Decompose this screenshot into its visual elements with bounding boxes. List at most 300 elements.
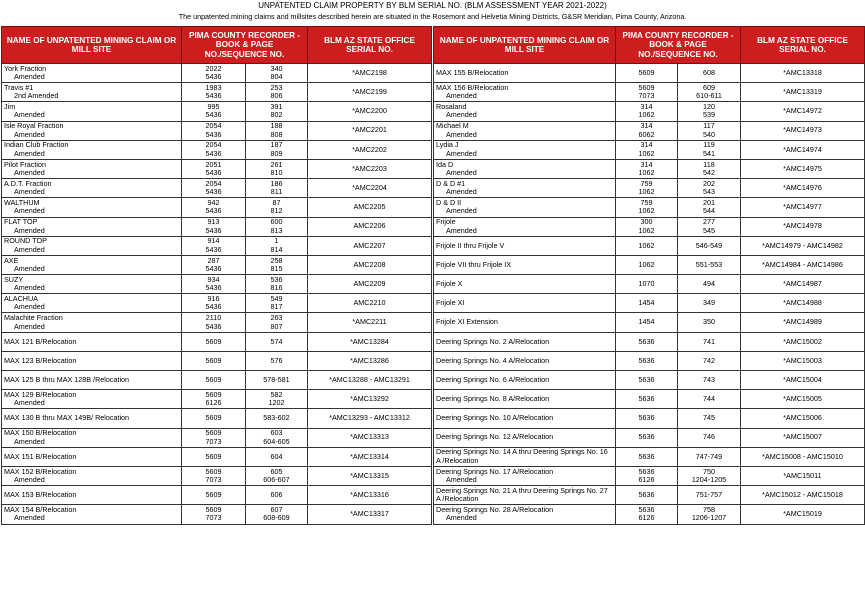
- page-cell: [678, 466, 741, 485]
- page-number: 583-602: [263, 413, 290, 423]
- claim-name: Deering Springs No. 8 A/Relocation: [436, 394, 550, 404]
- claim-amendment: Amended: [14, 168, 45, 178]
- claim-amendment: Amended: [14, 206, 45, 216]
- book-number: 7073: [205, 475, 222, 485]
- claim-name: SUZY: [4, 274, 24, 284]
- table-row: [2, 505, 432, 524]
- claim-name-cell: [2, 140, 182, 159]
- page-number: 391: [270, 102, 283, 112]
- claims-table-left: [1, 26, 432, 525]
- table-row: [2, 351, 432, 370]
- claim-name-cell: [2, 255, 182, 274]
- claim-name: Deering Springs No. 10 A/Relocation: [436, 413, 554, 423]
- blm-serial-cell: *AMC13313: [308, 428, 432, 447]
- blm-serial-cell: *AMC13284: [308, 332, 432, 351]
- blm-serial-cell: *AMC13293 - AMC13312: [308, 409, 432, 428]
- book-number: 300: [640, 217, 653, 227]
- book-number: 7073: [638, 91, 655, 101]
- table-row: [2, 83, 432, 102]
- claim-name: MAX 150 B/Relocation: [4, 428, 77, 438]
- book-cell: [616, 351, 678, 370]
- blm-serial-cell: *AMC13314: [308, 447, 432, 466]
- book-cell: [182, 486, 246, 505]
- blm-serial-cell: *AMC2201: [308, 121, 432, 140]
- book-number: 5436: [205, 129, 222, 139]
- claim-name-cell: [434, 371, 616, 390]
- book-cell: [616, 466, 678, 485]
- claim-name: Lydia J: [436, 140, 459, 150]
- claim-name-cell: [434, 294, 616, 313]
- claim-name-cell: [2, 83, 182, 102]
- claim-name-cell: [434, 351, 616, 370]
- page-number: 118: [703, 159, 715, 169]
- blm-serial-cell: AMC2208: [308, 255, 432, 274]
- book-number: 314: [640, 102, 653, 112]
- page-cell: [246, 294, 308, 313]
- table-row: [434, 64, 865, 83]
- table-row: [2, 332, 432, 351]
- claim-name-cell: [2, 102, 182, 121]
- page-cell: [246, 351, 308, 370]
- table-row: [2, 275, 432, 294]
- book-cell: [616, 217, 678, 236]
- book-cell: [182, 198, 246, 217]
- book-number: 1062: [638, 168, 655, 178]
- page-cell: [678, 64, 741, 83]
- page-cell: [246, 466, 308, 485]
- claim-name-cell: [2, 505, 182, 524]
- claim-name-cell: [434, 121, 616, 140]
- book-number: 6062: [638, 129, 655, 139]
- table-row: [2, 447, 432, 466]
- claim-amendment: Amended: [446, 110, 477, 120]
- page-number: 536: [270, 274, 283, 284]
- table-row: [2, 313, 432, 332]
- table-row: [434, 159, 865, 178]
- page-number: 582: [270, 389, 283, 399]
- document-subtitle: The unpatented mining claims and millsites described herein are situated in the Rosemont and Helvetia Mining Districts, G&SR Meridian, Pima County, Arizona.: [178, 12, 687, 21]
- book-cell: [182, 428, 246, 447]
- book-number: 2054: [205, 121, 222, 131]
- book-number: 5609: [638, 82, 655, 92]
- blm-serial-cell: *AMC15004: [741, 371, 865, 390]
- blm-serial-cell: AMC2205: [308, 198, 432, 217]
- blm-serial-cell: *AMC14976: [741, 179, 865, 198]
- book-cell: [182, 409, 246, 428]
- table-row: [434, 466, 865, 485]
- claim-name: Indian Club Fraction: [4, 140, 69, 150]
- claim-name: Pilot Fraction: [4, 159, 46, 169]
- table-row: [434, 102, 865, 121]
- book-cell: [182, 179, 246, 198]
- book-number: 5636: [638, 355, 655, 365]
- table-row: [434, 428, 865, 447]
- page-number: 1204-1205: [691, 475, 727, 485]
- claim-name: D & D II: [436, 198, 462, 207]
- header-book-page: PIMA COUNTY RECORDER - BOOK & PAGE NO./SEQUENCE NO.: [182, 27, 308, 64]
- book-number: 5436: [205, 91, 222, 101]
- book-number: 5609: [205, 428, 222, 438]
- page-cell: [678, 332, 741, 351]
- claim-name-cell: [2, 351, 182, 370]
- page-number: 186: [270, 178, 283, 188]
- claim-name-cell: [434, 409, 616, 428]
- page-number: 807: [270, 321, 283, 331]
- claim-name: York Fraction: [4, 63, 47, 73]
- book-cell: [182, 351, 246, 370]
- claim-name-cell: [2, 371, 182, 390]
- claim-amendment: Amended: [14, 187, 45, 197]
- page-cell: [678, 159, 741, 178]
- book-number: 5436: [205, 302, 222, 312]
- claim-amendment: Amended: [446, 513, 477, 523]
- claim-amendment: Amended: [446, 129, 477, 139]
- claim-name: Frijole X: [436, 278, 463, 288]
- blm-serial-cell: *AMC15003: [741, 351, 865, 370]
- page-number: 806: [270, 91, 283, 101]
- page-cell: [246, 198, 308, 217]
- book-number: 942: [207, 198, 220, 207]
- claim-name-cell: [2, 275, 182, 294]
- table-row: [2, 179, 432, 198]
- blm-serial-cell: *AMC15005: [741, 390, 865, 409]
- book-cell: [182, 466, 246, 485]
- claim-amendment: Amended: [446, 206, 477, 216]
- claim-name: MAX 155 B/Relocation: [436, 67, 509, 77]
- page-cell: [678, 505, 741, 524]
- table-row: [2, 159, 432, 178]
- claim-name-cell: [434, 179, 616, 198]
- claim-name: MAX 129 B/Relocation: [4, 389, 77, 399]
- book-number: 5436: [205, 321, 222, 331]
- table-row: [2, 428, 432, 447]
- page-number: 808: [270, 129, 283, 139]
- book-cell: [182, 371, 246, 390]
- claim-name: Isle Royal Fraction: [4, 121, 64, 131]
- page-number: 747-749: [695, 451, 723, 461]
- claim-name: Michael M: [436, 121, 469, 131]
- claim-name: MAX 125 B thru MAX 128B /Relocation: [4, 374, 130, 384]
- blm-serial-cell: *AMC15006: [741, 409, 865, 428]
- book-cell: [616, 447, 678, 466]
- claim-name-cell: [2, 466, 182, 485]
- book-cell: [616, 64, 678, 83]
- claim-name: Frijole XI Extension: [436, 317, 498, 327]
- claim-name: MAX 151 B/Relocation: [4, 451, 77, 461]
- blm-serial-cell: *AMC14974: [741, 140, 865, 159]
- claim-name-cell: [434, 217, 616, 236]
- page-number: 744: [703, 394, 715, 404]
- claim-name: Deering Springs No. 14 A thru Deering Springs No. 16 A /Relocation: [436, 447, 608, 465]
- claim-name-cell: [434, 390, 616, 409]
- document-title: UNPATENTED CLAIM PROPERTY BY BLM SERIAL NO. (BLM ASSESSMENT YEAR 2021-2022): [258, 1, 607, 10]
- claim-name-cell: [434, 102, 616, 121]
- page-number: 494: [703, 278, 715, 288]
- blm-serial-cell: *AMC15002: [741, 332, 865, 351]
- page-cell: [678, 255, 741, 274]
- blm-serial-cell: *AMC14978: [741, 217, 865, 236]
- page-cell: [246, 486, 308, 505]
- claim-amendment: Amended: [14, 129, 45, 139]
- page-cell: [678, 179, 741, 198]
- page-number: 743: [703, 374, 715, 384]
- claim-name: A.D.T. Fraction: [4, 178, 52, 188]
- claim-name-cell: [434, 64, 616, 83]
- book-number: 5436: [205, 72, 222, 82]
- page-number: 605: [270, 466, 283, 476]
- claim-name-cell: [2, 121, 182, 140]
- book-number: 2022: [205, 63, 222, 73]
- page-number: 551-553: [695, 259, 723, 269]
- claim-name: Deering Springs No. 21 A thru Deering Springs No. 27 A /Relocation: [436, 485, 608, 504]
- page-number: 809: [270, 148, 283, 158]
- book-number: 5436: [205, 148, 222, 158]
- book-number: 5609: [638, 67, 655, 77]
- page-number: 603: [270, 428, 283, 438]
- claim-amendment: Amended: [446, 91, 477, 101]
- table-row: [434, 351, 865, 370]
- table-row: [434, 371, 865, 390]
- claim-amendment: Amended: [14, 225, 45, 235]
- table-row: [2, 102, 432, 121]
- claim-name: WALTHUM: [4, 198, 40, 207]
- blm-serial-cell: *AMC14972: [741, 102, 865, 121]
- book-number: 314: [640, 121, 653, 131]
- table-row: [434, 486, 865, 505]
- book-number: 914: [207, 236, 220, 246]
- page-cell: [678, 486, 741, 505]
- table-row: [2, 198, 432, 217]
- blm-serial-cell: *AMC13286: [308, 351, 432, 370]
- table-row: [434, 409, 865, 428]
- table-row: [434, 275, 865, 294]
- book-cell: [616, 159, 678, 178]
- book-cell: [616, 255, 678, 274]
- page-cell: [678, 217, 741, 236]
- claim-amendment: Amended: [14, 72, 45, 82]
- book-cell: [182, 64, 246, 83]
- book-number: 5436: [205, 187, 222, 197]
- book-number: 1062: [638, 225, 655, 235]
- claim-name: Frijole XI: [436, 298, 465, 308]
- book-number: 5609: [205, 490, 222, 500]
- book-number: 934: [207, 274, 220, 284]
- book-number: 1062: [638, 259, 655, 269]
- page-number: 742: [703, 355, 715, 365]
- table-row: [434, 294, 865, 313]
- page-number: 606: [270, 490, 283, 500]
- blm-serial-cell: *AMC2203: [308, 159, 432, 178]
- claim-name-cell: [434, 140, 616, 159]
- page-number: 608-609: [263, 513, 290, 523]
- page-number: 746: [703, 432, 715, 442]
- table-row: [434, 217, 865, 236]
- claim-name-cell: [2, 159, 182, 178]
- book-cell: [182, 83, 246, 102]
- book-cell: [182, 102, 246, 121]
- book-number: 5609: [205, 505, 222, 514]
- book-number: 5636: [638, 336, 655, 346]
- claim-amendment: Amended: [446, 225, 477, 235]
- claim-name-cell: [2, 390, 182, 409]
- book-number: 5636: [638, 466, 655, 476]
- claim-amendment: Amended: [14, 148, 45, 158]
- claim-name-cell: [434, 332, 616, 351]
- book-cell: [182, 294, 246, 313]
- table-row: [2, 64, 432, 83]
- page-number: 812: [270, 206, 283, 216]
- book-number: 5436: [205, 263, 222, 273]
- book-cell: [616, 179, 678, 198]
- page-number: 549: [270, 293, 283, 303]
- table-row: [434, 505, 865, 524]
- page-cell: [246, 179, 308, 198]
- page-cell: [246, 390, 308, 409]
- table-row: [2, 371, 432, 390]
- book-cell: [616, 505, 678, 524]
- page-number: 1202: [268, 398, 285, 408]
- book-number: 6126: [638, 513, 655, 523]
- book-number: 287: [207, 255, 220, 265]
- claim-name: ALACHUA: [4, 293, 38, 303]
- claim-name-cell: [2, 313, 182, 332]
- page-cell: [678, 409, 741, 428]
- claim-name: ROUND TOP: [4, 236, 47, 246]
- page-cell: [678, 102, 741, 121]
- blm-serial-cell: *AMC2200: [308, 102, 432, 121]
- blm-serial-cell: *AMC15011: [741, 466, 865, 485]
- claim-name-cell: [2, 409, 182, 428]
- claim-amendment: Amended: [446, 475, 477, 485]
- claim-name-cell: [2, 294, 182, 313]
- claim-amendment: Amended: [446, 148, 477, 158]
- page-number: 816: [270, 283, 283, 293]
- page-cell: [246, 159, 308, 178]
- page-number: 1: [274, 236, 279, 246]
- blm-serial-cell: *AMC13317: [308, 505, 432, 524]
- blm-serial-cell: *AMC14988: [741, 294, 865, 313]
- page-number: 202: [703, 178, 715, 188]
- book-number: 7073: [205, 513, 222, 523]
- book-cell: [616, 236, 678, 255]
- page-number: 610-611: [696, 91, 722, 101]
- page-cell: [246, 64, 308, 83]
- claim-name: MAX 154 B/Relocation: [4, 505, 77, 514]
- table-row: [2, 466, 432, 485]
- book-number: 1062: [638, 206, 655, 216]
- page-number: 340: [270, 63, 283, 73]
- claim-amendment: Amended: [14, 321, 45, 331]
- page-number: 607: [270, 505, 283, 514]
- page-cell: [678, 294, 741, 313]
- book-number: 1070: [638, 278, 655, 288]
- claim-name: Frijole VII thru Frijole IX: [436, 259, 512, 269]
- book-cell: [616, 332, 678, 351]
- blm-serial-cell: *AMC13292: [308, 390, 432, 409]
- page-cell: [678, 371, 741, 390]
- book-number: 5609: [205, 336, 222, 346]
- page-number: 574: [270, 336, 283, 346]
- page-cell: [678, 275, 741, 294]
- header-blm-serial: BLM AZ STATE OFFICE SERIAL NO.: [308, 27, 432, 64]
- blm-serial-cell: *AMC14979 - AMC14982: [741, 236, 865, 255]
- page-number: 87: [272, 198, 281, 207]
- page-number: 802: [270, 110, 283, 120]
- page-number: 810: [270, 168, 283, 178]
- page-number: 188: [270, 121, 283, 131]
- table-row: [2, 217, 432, 236]
- page-cell: [678, 313, 741, 332]
- book-cell: [616, 275, 678, 294]
- claim-name-cell: [434, 313, 616, 332]
- header-claim-name: NAME OF UNPATENTED MINING CLAIM OR MILL SITE: [434, 27, 616, 64]
- page-number: 117: [703, 121, 715, 131]
- book-number: 5609: [205, 466, 222, 476]
- book-number: 5609: [205, 413, 222, 423]
- blm-serial-cell: *AMC14989: [741, 313, 865, 332]
- table-row: [434, 83, 865, 102]
- claim-name: D & D #1: [436, 178, 466, 188]
- claim-name: Frijole II thru Frijole V: [436, 240, 505, 250]
- blm-serial-cell: *AMC14977: [741, 198, 865, 217]
- page-number: 187: [270, 140, 283, 150]
- claim-amendment: Amended: [14, 513, 45, 523]
- page-number: 349: [703, 298, 715, 308]
- page-cell: [678, 121, 741, 140]
- blm-serial-cell: *AMC15012 - AMC15018: [741, 486, 865, 505]
- page-cell: [246, 140, 308, 159]
- claim-amendment: Amended: [14, 283, 45, 293]
- claim-name-cell: [2, 447, 182, 466]
- claim-name: Deering Springs No. 6 A/Relocation: [436, 374, 550, 384]
- page-cell: [678, 351, 741, 370]
- blm-serial-cell: *AMC15007: [741, 428, 865, 447]
- book-cell: [616, 121, 678, 140]
- book-cell: [616, 428, 678, 447]
- page-number: 604-605: [263, 436, 290, 446]
- claim-name: MAX 123 B/Relocation: [4, 355, 77, 365]
- claim-amendment: Amended: [446, 187, 477, 197]
- page-number: 814: [270, 244, 283, 254]
- book-number: 2110: [205, 313, 222, 323]
- book-number: 916: [207, 293, 220, 303]
- page-number: 813: [270, 225, 283, 235]
- page-cell: [246, 332, 308, 351]
- book-number: 6126: [638, 475, 655, 485]
- table-row: [434, 255, 865, 274]
- table-row: [2, 409, 432, 428]
- page-cell: [246, 102, 308, 121]
- page-number: 544: [703, 206, 715, 216]
- page-number: 253: [270, 82, 283, 92]
- page-number: 758: [703, 505, 715, 514]
- page-number: 745: [703, 413, 715, 423]
- claim-name-cell: [434, 198, 616, 217]
- book-number: 5636: [638, 394, 655, 404]
- claim-name: MAX 130 B thru MAX 149B/ Relocation: [4, 413, 130, 423]
- page-number: 815: [270, 263, 283, 273]
- claim-name-cell: [2, 198, 182, 217]
- claim-amendment: Amended: [14, 302, 45, 312]
- table-row: [2, 121, 432, 140]
- book-cell: [616, 102, 678, 121]
- page-number: 120: [703, 102, 715, 112]
- blm-serial-cell: *AMC14984 - AMC14986: [741, 255, 865, 274]
- book-number: 2054: [205, 178, 222, 188]
- claim-name: Deering Springs No. 28 A/Relocation: [436, 505, 554, 514]
- book-cell: [182, 332, 246, 351]
- claim-name: Travis #1: [4, 82, 34, 92]
